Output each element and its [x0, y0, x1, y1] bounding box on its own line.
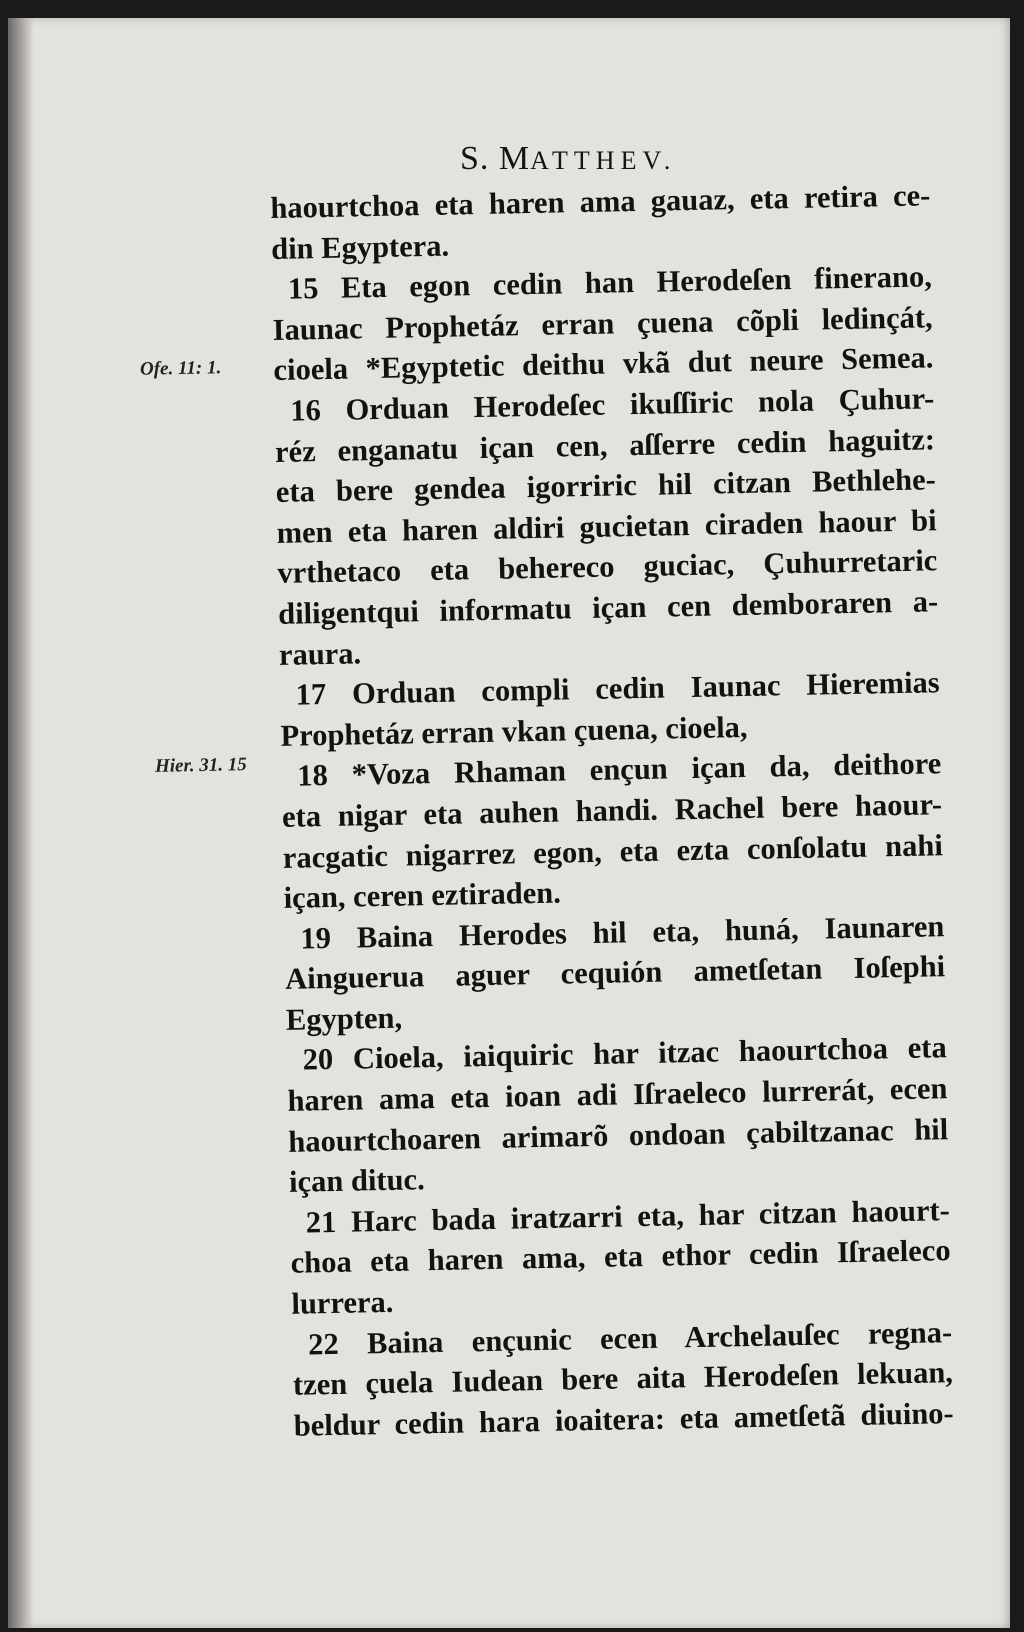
verse-line: 16 Orduan Herodeſec ikuſſiric nola Çuhur-	[289, 381, 935, 428]
text-line: réz enganatu içan cen, aſſerre cedin haguitz:	[274, 421, 936, 469]
text-line: lurrera.	[291, 1284, 394, 1321]
verse-line: 20 Cioela, iaiquiric har itzac haourtchoa eta	[302, 1030, 947, 1077]
text-line: eta nigar eta auhen handi. Rachel bere haour-	[281, 787, 943, 834]
verse-line: 17 Orduan compli cedin Iaunac Hieremias	[295, 665, 940, 712]
text-line: vrthetaco eta behereco guciac, Çuhurretaric	[277, 543, 938, 591]
text-line: racgatic nigarrez egon, eta ezta conſolatu nahi	[282, 827, 944, 875]
text-line: raura.	[278, 635, 362, 672]
verse-line: 21 Harc bada iratzarri eta, har citzan haourt-	[305, 1192, 951, 1240]
verse-line: 22 Baina ençunic ecen Archelauſec regna-	[307, 1314, 953, 1362]
text-line: içan dituc.	[288, 1162, 425, 1200]
margin-note-hier: Hier. 31. 15	[154, 754, 248, 777]
header-rest: ATTHEV.	[530, 146, 677, 175]
body-text	[270, 175, 954, 1446]
text-line: din Egyptera.	[270, 228, 450, 266]
text-line: beldur cedin hara ioaitera: eta ametſetã diuino-	[293, 1395, 954, 1443]
verse-line: 19 Baina Herodes hil eta, huná, Iaunaren	[300, 908, 945, 956]
text-line: choa eta haren ama, eta ethor cedin Iſraeleco	[290, 1233, 951, 1281]
text-line: haourtchoa eta haren ama gauaz, eta retira ce-	[270, 178, 931, 225]
text-line: tzen çuela Iudean bere aita Herodeſen lekuan,	[292, 1355, 954, 1402]
verse-line: 18 *Voza Rhaman ençun içan da, deithore	[296, 746, 942, 793]
text-line: Iaunac Prophetáz erran çuena cõpli ledinçát,	[272, 300, 933, 347]
text-line: haren ama eta ioan adi Iſraeleco lurrerát, ecen	[287, 1071, 948, 1118]
text-line: haourtchoaren arimarõ ondoan çabiltzanac hil	[287, 1111, 949, 1159]
text-line: Ainguerua aguer cequión ametſetan Ioſephi	[284, 949, 946, 997]
text-line: men eta haren aldiri gucietan ciraden haour bi	[276, 503, 937, 550]
text-line: cioela *Egyptetic deithu vkã dut neure Semea.	[273, 340, 934, 388]
text-line: diligentqui informatu içan cen demboraren a-	[277, 584, 939, 631]
page-gutter-shadow	[8, 18, 34, 1628]
verse-line: 15 Eta egon cedin han Herodeſen finerano,	[287, 259, 933, 306]
margin-note-ose: Ofe. 11: 1.	[139, 357, 222, 380]
header-prefix: S. M	[460, 140, 531, 177]
text-line: Egypten,	[285, 1000, 403, 1037]
text-line: içan, ceren eztiraden.	[283, 875, 562, 915]
text-line: Prophetáz erran vkan çuena, cioela,	[280, 709, 748, 753]
text-line: eta bere gendea igorriric hil citzan Bethlehe-	[275, 462, 937, 510]
running-header	[460, 140, 676, 178]
